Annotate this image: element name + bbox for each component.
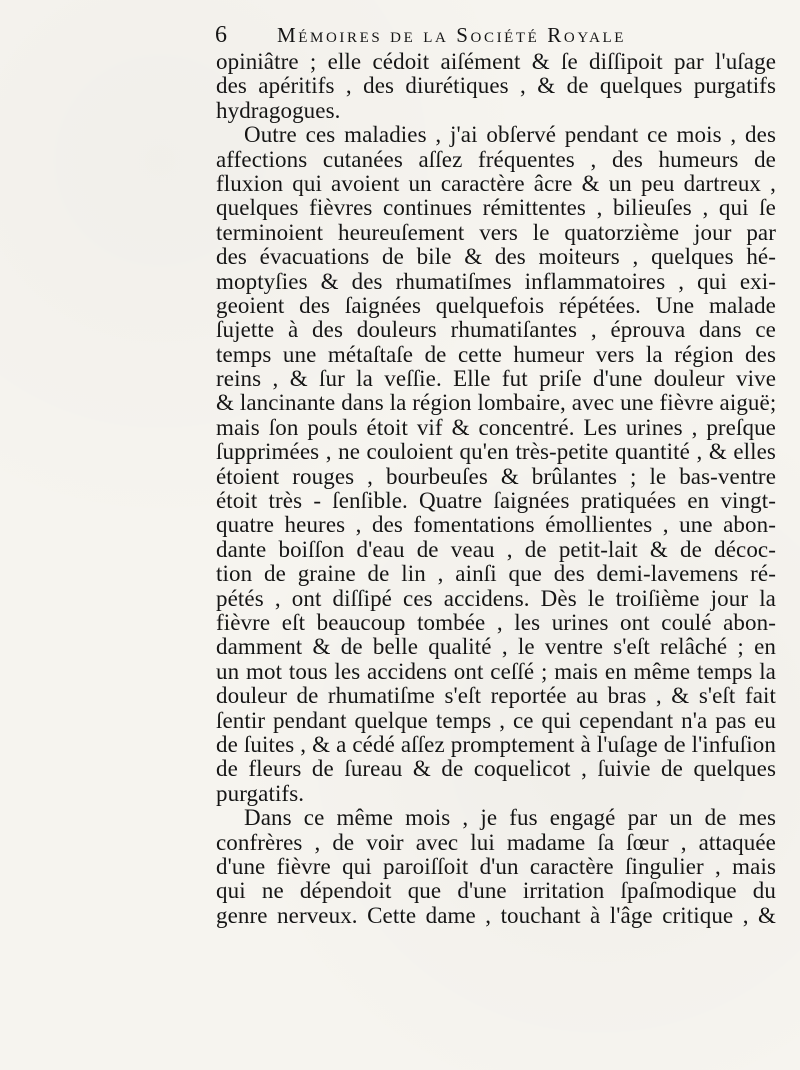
text-line: purgatifs. — [216, 781, 305, 806]
text-line: d'une fièvre qui paroiſſoit d'un caractère ſingulier , mais — [216, 854, 776, 879]
text-line: quelques fièvres continues rémittentes , bilieuſes , qui ſe — [216, 196, 776, 221]
text-line: ſujette à des douleurs rhumatiſantes , éprouva dans ce — [216, 318, 776, 343]
text-line: opiniâtre ; elle cédoit aiſément & ſe diſſipoit par l'uſage — [216, 50, 776, 74]
text-line: de ſuites , & a cédé aſſez promptement à l'uſage de l'infuſion — [216, 732, 776, 757]
text-line: étoient rouges , bourbeuſes & brûlantes ; le bas-ventre — [216, 464, 776, 489]
text-line: ſupprimées , ne couloient qu'en très-petite quantité , & elles — [216, 440, 776, 465]
body-text — [216, 50, 776, 928]
text-line: terminoient heureuſement vers le quatorzième jour par — [216, 220, 776, 245]
text-line: affections cutanées aſſez fréquentes , des humeurs de — [216, 147, 776, 172]
text-line: des apéritifs , des diurétiques , & de quelques purgatifs — [216, 74, 776, 99]
page-header — [215, 20, 775, 50]
text-line: confrères , de voir avec lui madame ſa ſœur , attaquée — [216, 830, 776, 855]
text-line: étoit très - ſenſible. Quatre ſaignées pratiquées en vingt- — [216, 489, 776, 514]
text-line: des évacuations de bile & des moiteurs , quelques hé- — [216, 245, 776, 270]
page-number: 6 — [215, 22, 227, 48]
text-line: un mot tous les accidens ont ceſſé ; mais en même temps la — [216, 659, 776, 684]
paragraph-start-line: Outre ces maladies , j'ai obſervé pendant ce mois , des — [244, 123, 776, 148]
text-line: & lancinante dans la région lombaire, avec une fièvre aiguë; — [216, 391, 776, 416]
text-line: de fleurs de ſureau & de coquelicot , ſuivie de quelques — [216, 757, 776, 782]
text-line: temps une métaſtaſe de cette humeur vers la région des — [216, 342, 776, 367]
running-title: Mémoires de la Société Royale — [277, 23, 627, 47]
text-line: fièvre eſt beaucoup tombée , les urines ont coulé abon- — [216, 610, 776, 635]
text-line: mais ſon pouls étoit vif & concentré. Les urines , preſque — [216, 415, 776, 440]
text-line: ſentir pendant quelque temps , ce qui cependant n'a pas eu — [216, 708, 776, 733]
text-line: damment & de belle qualité , le ventre s'eſt relâché ; en — [216, 635, 776, 660]
text-line: genre nerveux. Cette dame , touchant à l'âge critique , & — [216, 903, 776, 928]
text-line: douleur de rhumatiſme s'eſt reportée au bras , & s'eſt fait — [216, 684, 776, 709]
text-line: tion de graine de lin , ainſi que des demi-lavemens ré- — [216, 562, 776, 587]
text-line: hydragogues. — [216, 98, 341, 123]
text-line: moptyſies & des rhumatiſmes inflammatoires , qui exi- — [216, 269, 776, 294]
text-line: dante boiſſon d'eau de veau , de petit-lait & de décoc- — [216, 537, 776, 562]
text-line: reins , & ſur la veſſie. Elle fut priſe d'une douleur vive — [216, 367, 776, 392]
paragraph-start-line: Dans ce même mois , je fus engagé par un de mes — [244, 806, 776, 831]
text-line: pétés , ont diſſipé ces accidens. Dès le troiſième jour la — [216, 586, 776, 611]
text-line: quatre heures , des fomentations émollientes , une abon- — [216, 513, 776, 538]
text-line: geoient des ſaignées quelquefois répétées. Une malade — [216, 293, 776, 318]
text-line: fluxion qui avoient un caractère âcre & un peu dartreux , — [216, 171, 776, 196]
text-line: qui ne dépendoit que d'une irritation ſpaſmodique du — [216, 879, 776, 904]
